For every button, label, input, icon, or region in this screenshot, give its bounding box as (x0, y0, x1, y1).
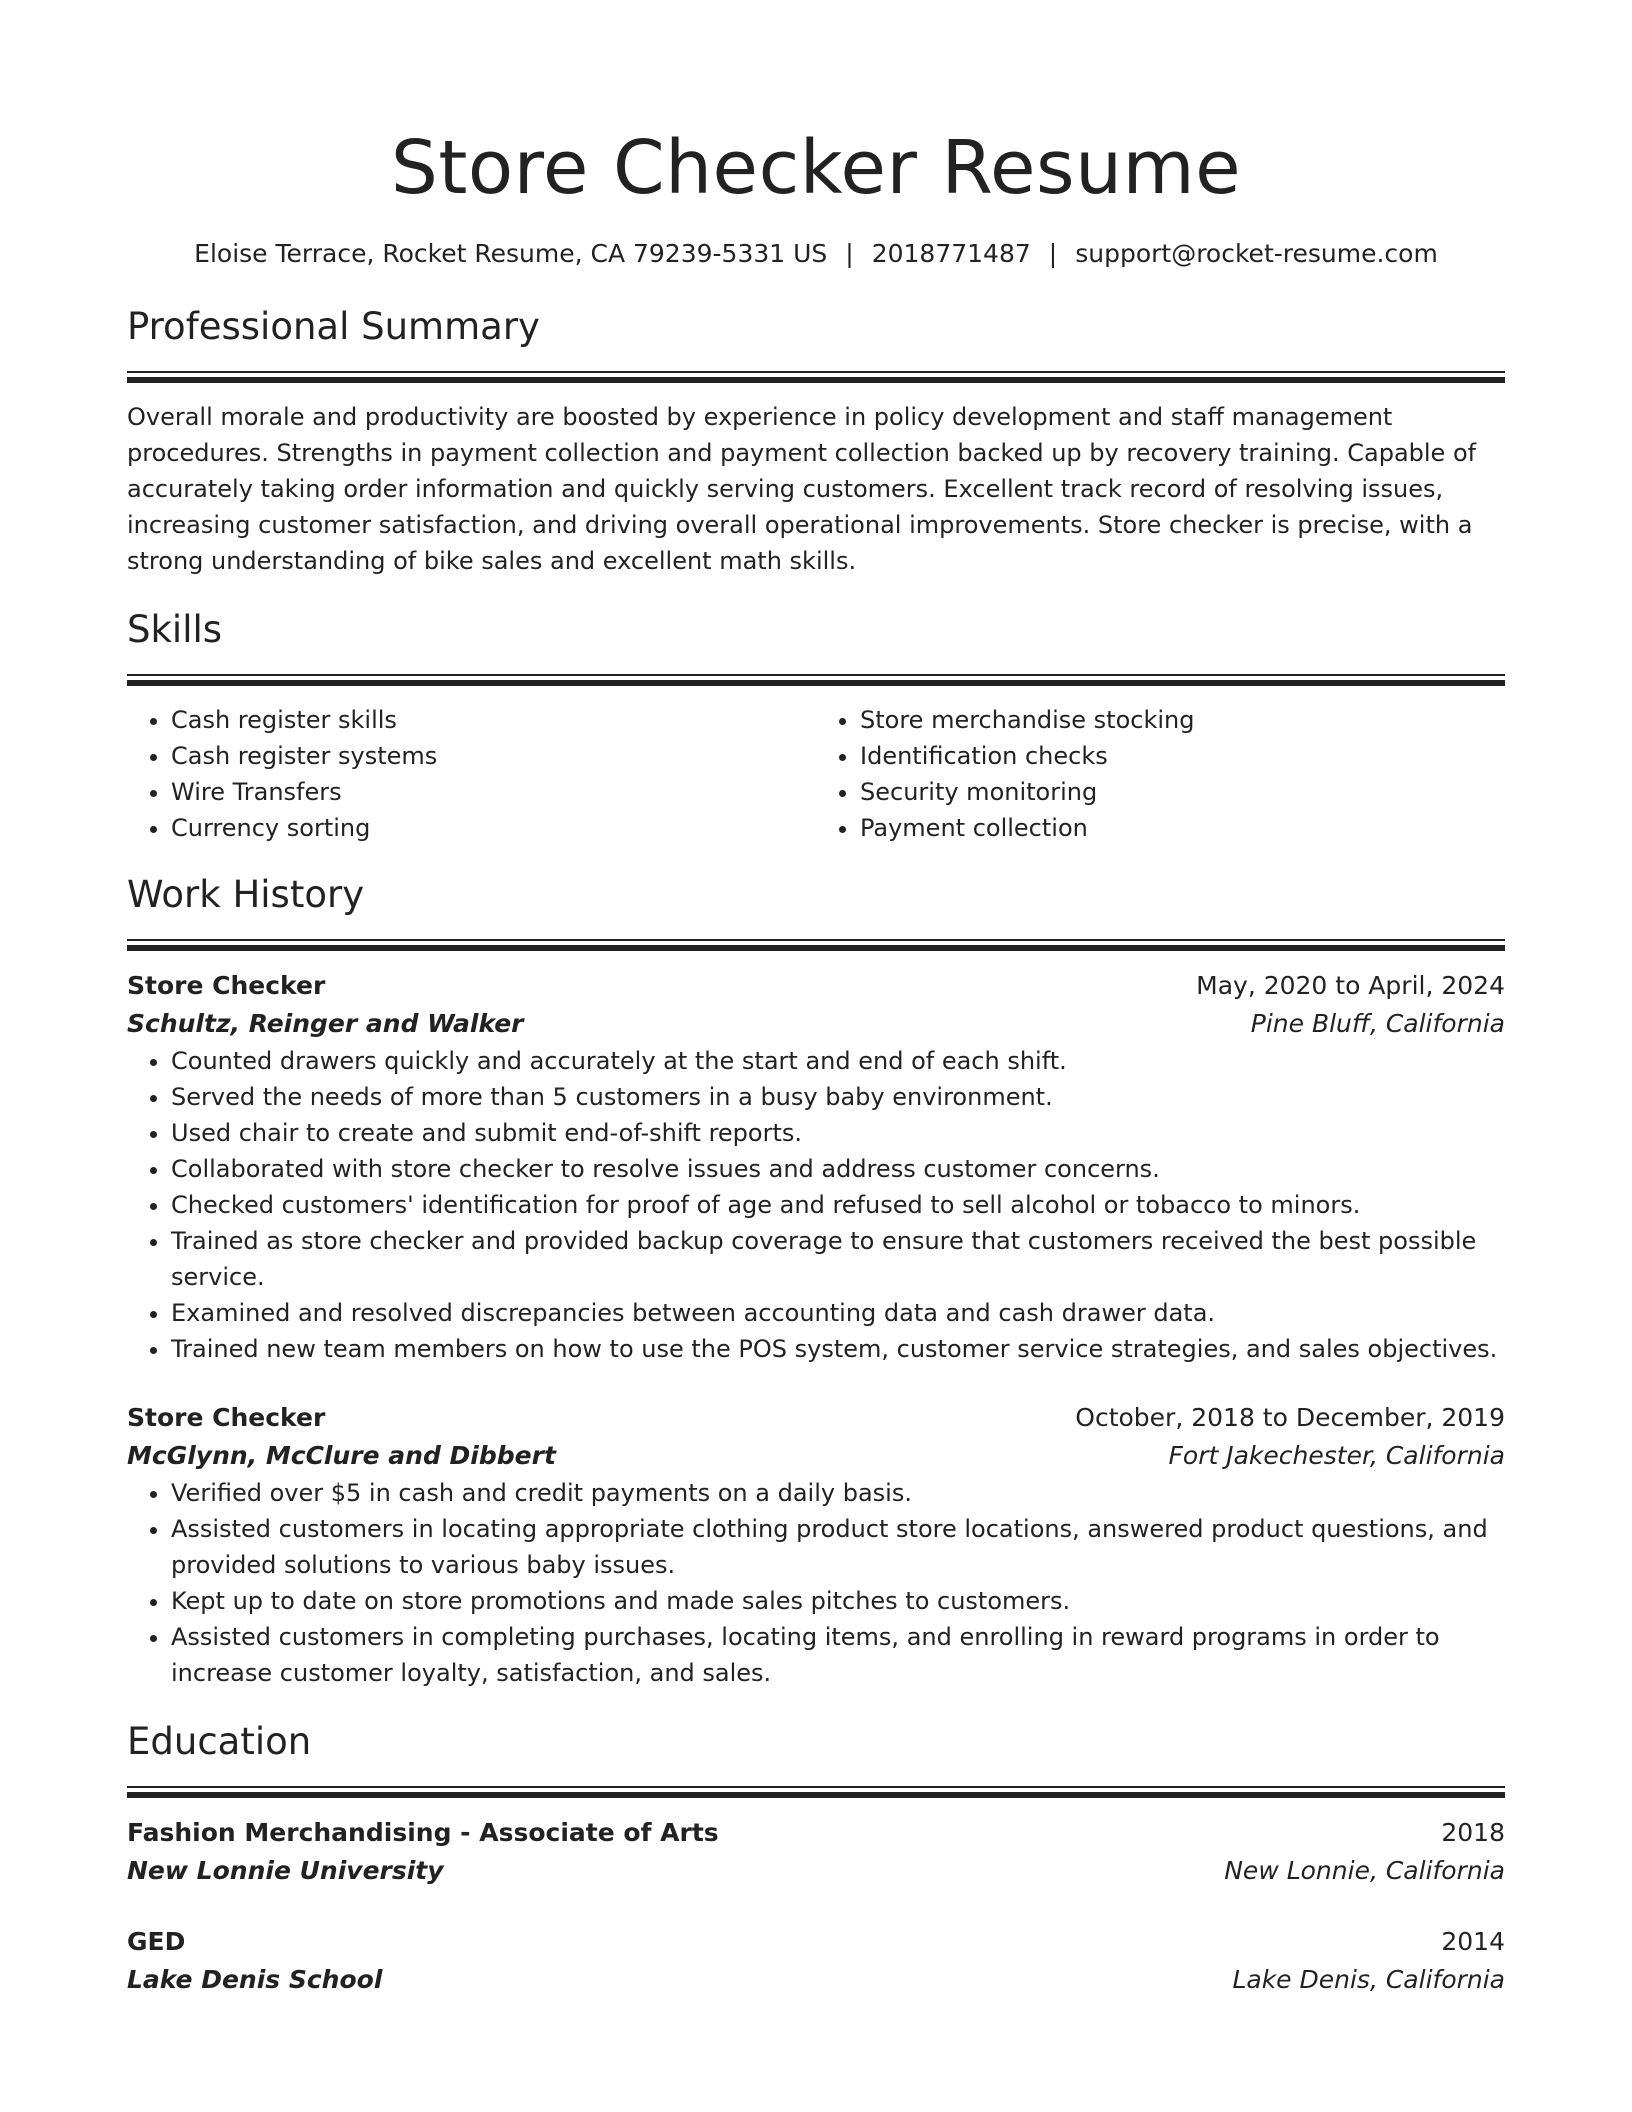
skill-item: • Wire Transfers (171, 774, 816, 810)
job-entry (127, 967, 1505, 1367)
divider-thin (127, 1786, 1505, 1788)
education-year: 2014 (1441, 1927, 1505, 1956)
job-location: Fort Jakechester, California (1168, 1441, 1505, 1470)
list-item: • Trained new team members on how to use the POS system, customer service strategies, and sales objectives. (171, 1331, 1505, 1367)
section-summary (127, 302, 1505, 579)
job-company: McGlynn, McClure and Dibbert (127, 1441, 556, 1470)
education-location: New Lonnie, California (1224, 1856, 1505, 1885)
section-heading: Work History (127, 873, 365, 916)
section-heading: Skills (127, 608, 223, 651)
job-entry (127, 1399, 1505, 1691)
summary-text: Overall morale and productivity are boosted by experience in policy development and staff management procedures. Strengths in payment collection and payment collection backed up by recovery training. Capable of accurately taking order information and quickly serving customers. Excellent track record of resolving issues, increasing customer satisfaction, and driving overall operational improvements. Store checker is precise, with a strong understanding of bike sales and excellent math skills. (127, 403, 1477, 575)
skill-item: • Identification checks (860, 738, 1505, 774)
divider-thin (127, 371, 1505, 373)
skill-item: • Payment collection (860, 810, 1505, 846)
section-education (127, 1717, 1505, 1999)
skills-grid (127, 702, 1505, 846)
list-item: • Used chair to create and submit end-of-shift reports. (171, 1115, 1505, 1151)
divider-thick (127, 945, 1505, 951)
section-heading: Education (127, 1720, 312, 1763)
job-bullets (127, 1043, 1505, 1367)
list-item: • Trained as store checker and provided backup coverage to ensure that customers received the best possible service. (171, 1223, 1505, 1295)
list-item: • Kept up to date on store promotions and made sales pitches to customers. (171, 1583, 1505, 1619)
education-school: Lake Denis School (127, 1965, 383, 1994)
skill-item: • Currency sorting (171, 810, 816, 846)
job-dates: May, 2020 to April, 2024 (1196, 971, 1505, 1000)
job-dates: October, 2018 to December, 2019 (1075, 1403, 1505, 1432)
list-item: • Examined and resolved discrepancies between accounting data and cash drawer data. (171, 1295, 1505, 1331)
section-skills (127, 605, 1505, 846)
skills-column-left (127, 702, 816, 846)
education-year: 2018 (1441, 1818, 1505, 1847)
list-item: • Served the needs of more than 5 customers in a busy baby environment. (171, 1079, 1505, 1115)
education-entry (127, 1814, 1505, 1890)
section-work-history (127, 870, 1505, 1691)
skill-item: • Store merchandise stocking (860, 702, 1505, 738)
education-degree: Fashion Merchandising - Associate of Arts (127, 1818, 719, 1847)
divider-thick (127, 377, 1505, 383)
education-degree: GED (127, 1927, 186, 1956)
list-item: • Counted drawers quickly and accurately at the start and end of each shift. (171, 1043, 1505, 1079)
job-location: Pine Bluff, California (1250, 1009, 1505, 1038)
list-item: • Checked customers' identification for proof of age and refused to sell alcohol or tobacco to minors. (171, 1187, 1505, 1223)
list-item: • Collaborated with store checker to resolve issues and address customer concerns. (171, 1151, 1505, 1187)
education-entry (127, 1923, 1505, 1999)
job-bullets (127, 1475, 1505, 1691)
skill-item: • Security monitoring (860, 774, 1505, 810)
skill-item: • Cash register systems (171, 738, 816, 774)
divider-thin (127, 674, 1505, 676)
skills-column-right (816, 702, 1505, 846)
contact-separator: | (1048, 239, 1058, 268)
divider-thick (127, 680, 1505, 686)
skill-item: • Cash register skills (171, 702, 816, 738)
education-location: Lake Denis, California (1232, 1965, 1505, 1994)
contact-email: support@rocket-resume.com (1075, 239, 1438, 268)
list-item: • Assisted customers in locating appropriate clothing product store locations, answered product questions, and provided solutions to various baby issues. (171, 1511, 1505, 1583)
contact-line (127, 236, 1505, 272)
contact-address: Eloise Terrace, Rocket Resume, CA 79239-5331 US (194, 239, 828, 268)
list-item: • Verified over $5 in cash and credit payments on a daily basis. (171, 1475, 1505, 1511)
education-school: New Lonnie University (127, 1856, 444, 1885)
contact-separator: | (845, 239, 854, 268)
contact-phone: 2018771487 (871, 239, 1031, 268)
list-item: • Assisted customers in completing purchases, locating items, and enrolling in reward programs in order to increase customer loyalty, satisfaction, and sales. (171, 1619, 1505, 1691)
section-heading: Professional Summary (127, 305, 540, 348)
divider-thin (127, 939, 1505, 941)
job-company: Schultz, Reinger and Walker (127, 1009, 524, 1038)
job-title: Store Checker (127, 1403, 326, 1432)
job-title: Store Checker (127, 971, 326, 1000)
resume-title: Store Checker Resume (390, 125, 1242, 211)
divider-thick (127, 1792, 1505, 1798)
